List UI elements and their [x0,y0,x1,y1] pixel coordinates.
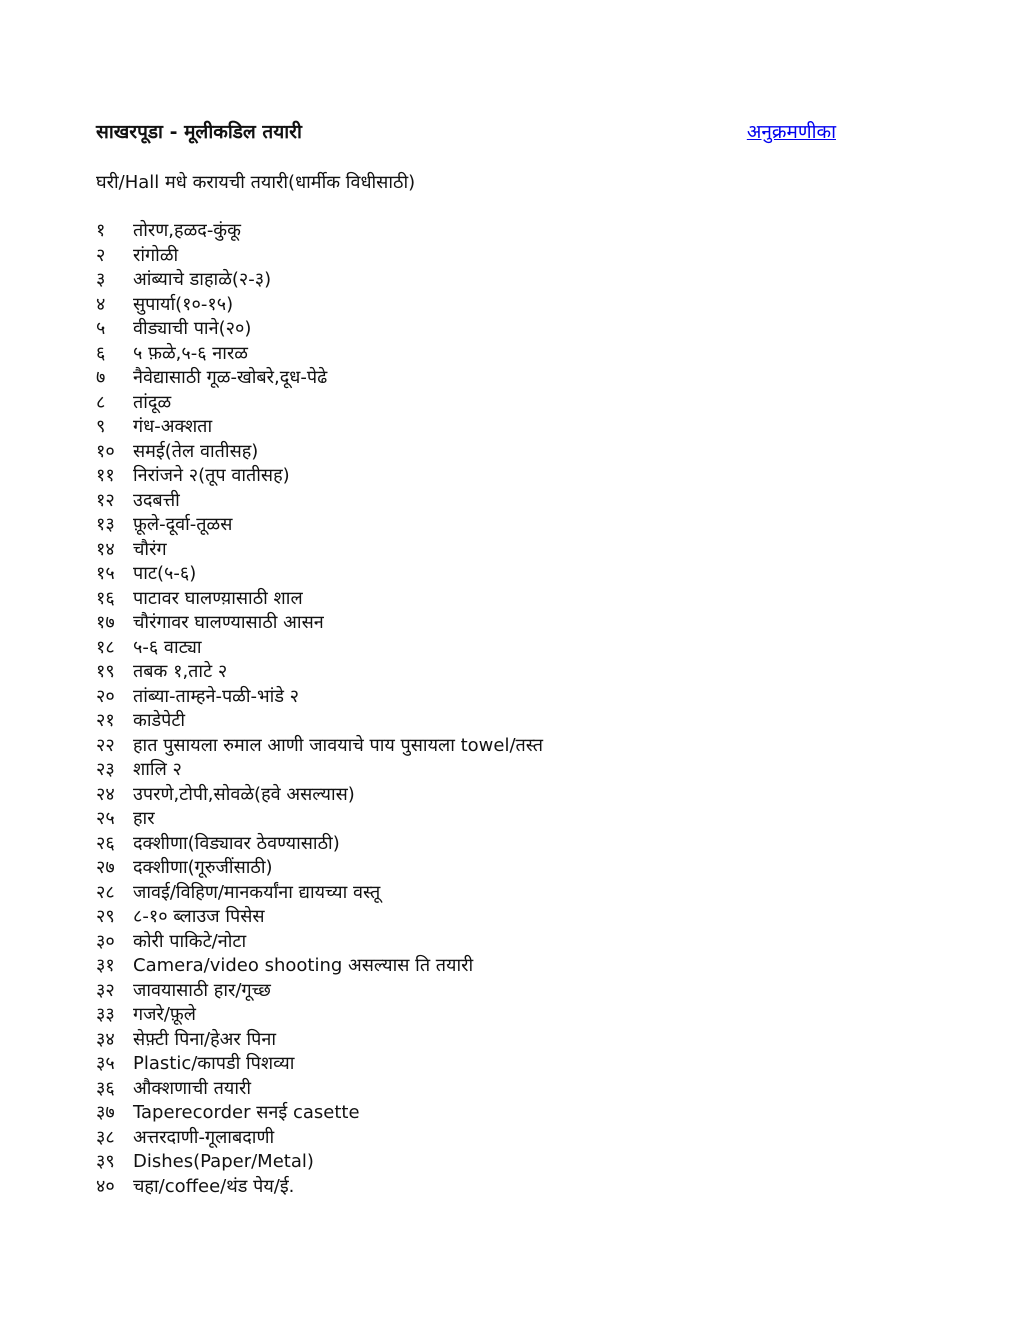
list-item-number: ५ [96,318,106,339]
list-item-text: तोरण,हळद-कुंकू [133,220,241,241]
list-item-text: पाटावर घालण्य़ासाठी शाल [133,587,303,609]
list-item-text: तांदूळ [133,391,172,413]
list-item-text: जावई/विहिण/मानकर्यांना द्यायच्या वस्तू [133,881,381,903]
list-item-number: १४ [96,538,115,560]
list-item-number: ३२ [96,979,115,1001]
list-item-text: हात पुसायला रुमाल आणी जावयाचे पाय पुसायला towel/तस्त [133,734,544,756]
list-item-number: ३४ [96,1028,115,1050]
list-item-text: Plastic/कापडी पिशव्या [133,1053,295,1074]
list-item-text: वीड्याची पाने(२०) [133,318,252,339]
list-item-number: १२ [96,489,115,511]
list-item-text: हार [133,808,155,829]
list-item-text: Camera/video shooting असल्यास ति तयारी [133,955,474,976]
list-item-text: फ़ूले-दूर्वा-तूळस [133,514,233,535]
list-item-number: ३६ [96,1077,115,1099]
list-item-number: २५ [96,808,115,829]
list-item-text: ५-६ वाट्या [133,636,202,658]
list-item-number: १३ [96,514,115,535]
list-item [96,489,796,514]
list-item-number: २८ [96,881,115,903]
list-item-text: सेफ़्टी पिना/हेअर पिना [133,1028,277,1050]
list-item [96,415,796,440]
list-item [96,905,796,930]
list-item-number: ३८ [96,1126,115,1148]
list-item [96,832,796,857]
list-item [96,1077,796,1102]
list-item [96,1003,796,1028]
index-link[interactable]: अनुक्रमणीका [746,121,836,143]
list-item-number: ३९ [96,1151,115,1172]
list-item [96,807,796,832]
list-item-number: १७ [96,612,115,633]
list-item-number: २९ [96,906,115,927]
list-item [96,562,796,587]
list-item [96,1150,796,1175]
list-item-text: ८-१० ब्लाउज पिसेस [133,906,265,927]
list-item-text: नैवेद्यासाठी गूळ-खोबरे,दूध-पेढे [133,367,328,388]
list-item-text: रांगोळी [133,244,179,266]
list-item [96,391,796,416]
list-item [96,979,796,1004]
list-item-number: ४ [96,293,106,315]
list-item [96,464,796,489]
list-item-text: चहा/coffee/थंड पेय/ई. [133,1175,295,1197]
list-item [96,954,796,979]
list-item [96,758,796,783]
list-item [96,366,796,391]
list-item-text: गजरे/फ़ूले [133,1004,196,1025]
list-item-text: सुपार्या(१०-१५) [133,293,234,315]
list-item [96,1175,796,1200]
list-item-text: निरांजने २(तूप वातीसह) [133,465,290,486]
list-item-number: २६ [96,832,115,854]
list-item-number: २७ [96,857,115,878]
list-item-text: उदबत्ती [133,489,180,511]
list-item [96,587,796,612]
list-item-number: ७ [96,367,106,388]
list-item-number: २३ [96,759,115,780]
list-item-number: १५ [96,563,115,584]
list-item-number: ६ [96,342,106,364]
list-item-number: ३३ [96,1004,115,1025]
list-item-number: ३१ [96,955,115,976]
list-item-text: दक्शीणा(विड्यावर ठेवण्यासाठी) [133,832,340,854]
list-item [96,342,796,367]
list-item-text: Dishes(Paper/Metal) [133,1151,314,1172]
list-item-number: १ [96,220,106,241]
list-item-text: कोरी पाकिटे/नोटा [133,930,247,952]
list-item [96,1028,796,1053]
list-item-text: तबक १,ताटे २ [133,661,228,682]
list-item [96,513,796,538]
list-item-number: २० [96,685,115,707]
list-item-number: ३५ [96,1053,115,1074]
list-item-text: जावयासाठी हार/गूच्छ [133,979,271,1001]
list-item-text: शालि २ [133,759,182,780]
list-item [96,317,796,342]
list-item-number: ४० [96,1175,115,1197]
list-item [96,611,796,636]
list-item [96,930,796,955]
list-item [96,856,796,881]
list-item-text: चौरंग [133,538,167,560]
list-item-number: ९ [96,416,106,437]
list-item [96,685,796,710]
list-item-number: ३० [96,930,115,952]
list-item-text: पाट(५-६) [133,563,197,584]
list-item [96,1052,796,1077]
list-item [96,709,796,734]
list-item-number: २२ [96,734,115,756]
list-item-text: समई(तेल वातीसह) [133,440,259,462]
list-item [96,783,796,808]
list-item [96,538,796,563]
page-title: साखरपूडा - मूलीकडिल तयारी [96,121,302,143]
header-row [96,118,836,148]
list-item [96,293,796,318]
checklist [96,219,796,1199]
list-item-number: २४ [96,783,115,805]
list-item-number: ३ [96,269,106,290]
list-item-number: १० [96,440,115,462]
list-item [96,440,796,465]
list-item [96,244,796,269]
list-item-text: आंब्याचे डाहाळे(२-३) [133,269,272,290]
list-item-text: उपरणे,टोपी,सोवळे(हवे असल्यास) [133,783,355,805]
list-item-text: Taperecorder सनई casette [133,1102,360,1123]
list-item-number: १६ [96,587,115,609]
list-item-number: १९ [96,661,115,682]
list-item-number: १८ [96,636,115,658]
list-item-number: ३७ [96,1102,115,1123]
list-item-text: दक्शीणा(गूरुजींसाठी) [133,857,273,878]
list-item [96,1126,796,1151]
list-item [96,219,796,244]
list-item [96,881,796,906]
list-item [96,1101,796,1126]
list-item-text: गंध-अक्शता [133,416,213,437]
list-item-number: २ [96,244,106,266]
list-item-number: ११ [96,465,115,486]
list-item-text: काडेपेटी [133,710,186,731]
list-item-number: ८ [96,391,106,413]
list-item [96,734,796,759]
list-item [96,660,796,685]
list-item-text: ५ फ़ळे,५-६ नारळ [133,342,248,364]
list-item [96,268,796,293]
section-subtitle: घरी/Hall मधे करायची तयारी(धार्मीक विधीसाठी) [96,172,416,193]
list-item [96,636,796,661]
list-item-text: अत्तरदाणी-गूलाबदाणी [133,1126,275,1148]
list-item-text: चौरंगावर घालण्यासाठी आसन [133,612,324,633]
list-item-number: २१ [96,710,115,731]
list-item-text: औक्शणाची तयारी [133,1077,252,1099]
list-item-text: तांब्या-ताम्हने-पळी-भांडे २ [133,685,300,707]
